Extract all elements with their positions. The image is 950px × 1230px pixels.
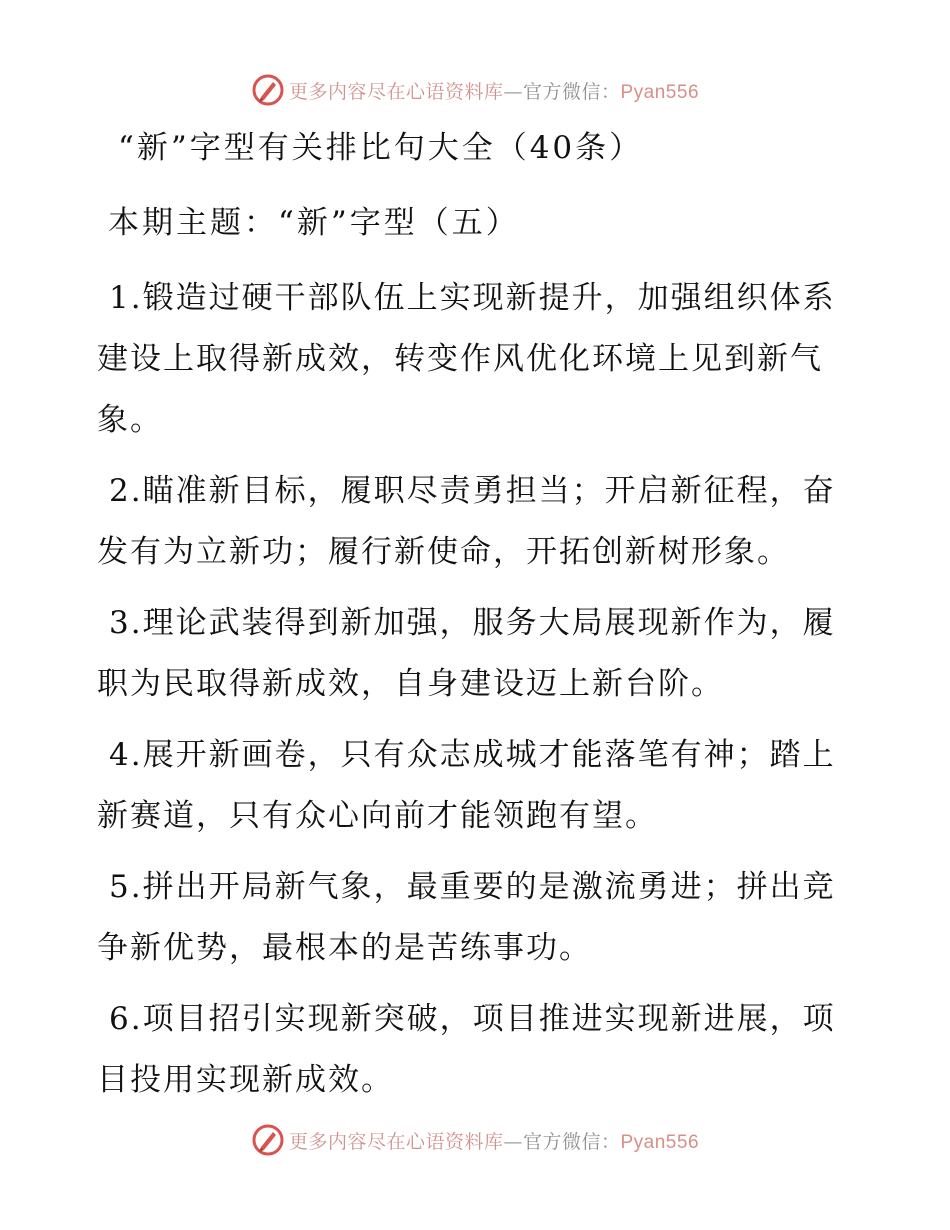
list-item: 5.拼出开局新气象，最重要的是激流勇进；拼出竞争新优势，最根本的是苦练事功。 <box>97 869 836 966</box>
document-title: “新”字型有关排比句大全（40条） <box>118 130 644 166</box>
watermark-main-text: 更多内容尽在心语资料库 <box>288 80 504 103</box>
watermark-dash: — <box>503 1130 523 1153</box>
list-item: 6.项目招引实现新突破，项目推进实现新进展，项目投用实现新成效。 <box>97 1001 836 1098</box>
watermark-id: Pyan556 <box>620 81 700 103</box>
circle-pen-logo-icon <box>251 73 285 107</box>
document-subtitle: 本期主题：“新”字型（五） <box>108 205 520 241</box>
list-item: 4.展开新画卷，只有众志成城才能落笔有神；踏上新赛道，只有众心向前才能领跑有望。 <box>97 737 836 834</box>
footer-watermark <box>0 1120 950 1160</box>
sentence-list <box>97 268 857 1121</box>
circle-pen-logo-icon <box>251 1123 285 1157</box>
list-item: 3.理论武装得到新加强，服务大局展现新作为，履职为民取得新成效，自身建设迈上新台阶。 <box>97 605 836 702</box>
watermark-label: 官方微信： <box>522 1130 621 1153</box>
list-item: 1.锻造过硬干部队伍上实现新提升，加强组织体系建设上取得新成效，转变作风优化环境上见到新气象。 <box>97 280 836 438</box>
header-watermark <box>0 70 950 110</box>
watermark-id: Pyan556 <box>620 1131 700 1153</box>
watermark-main-text: 更多内容尽在心语资料库 <box>288 1130 504 1153</box>
watermark-label: 官方微信： <box>522 80 621 103</box>
watermark-dash: — <box>503 80 523 103</box>
list-item: 2.瞄准新目标，履职尽责勇担当；开启新征程，奋发有为立新功；履行新使命，开拓创新树形象。 <box>97 473 836 570</box>
